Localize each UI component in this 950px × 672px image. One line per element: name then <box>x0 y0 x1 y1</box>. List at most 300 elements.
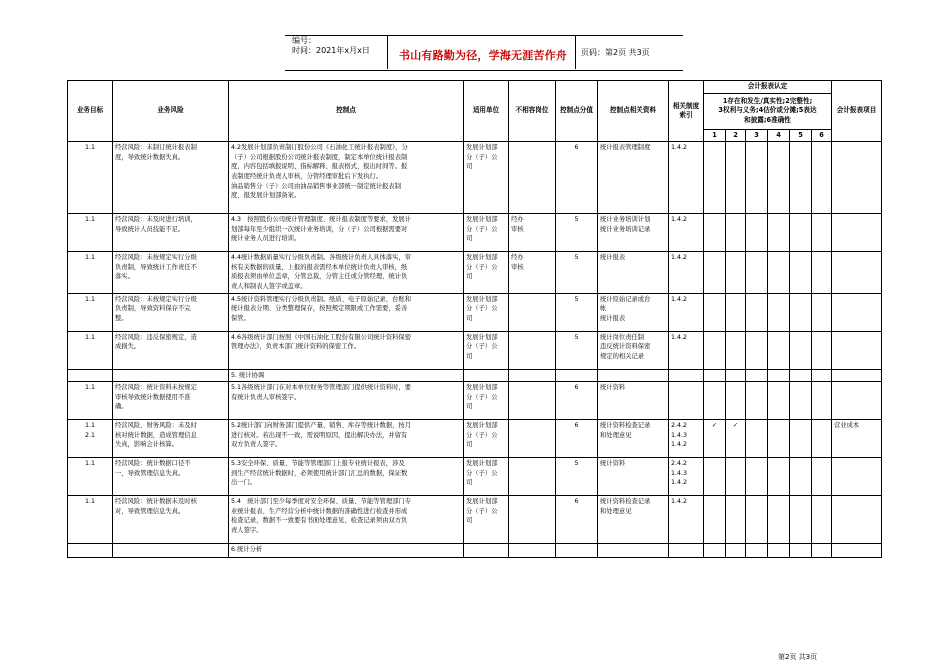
post-cell <box>509 142 556 214</box>
audit-mark-cell <box>790 544 812 558</box>
score-cell: 6 <box>556 382 598 420</box>
header-page-number: 页码：第2页 共3页 <box>581 48 650 57</box>
audit-mark-cell <box>812 420 832 458</box>
risk-cell-line: 经营风险：未及时进行培训， <box>115 216 197 224</box>
header-control: 控制点 <box>229 81 464 142</box>
audit-mark-cell <box>746 331 768 369</box>
audit-mark-cell <box>726 496 746 544</box>
score-cell: 5 <box>556 214 598 252</box>
control-cell-line: 4.3 按照股份公司统计管理制度、统计报表制度等要求，发展计 <box>231 216 412 224</box>
risk-cell-line: 经营风险：统计数据未及时核 <box>115 498 197 506</box>
header-score: 控制点分值 <box>556 81 598 142</box>
risk-cell-line: 审核导致统计数据使用不准 <box>115 393 191 401</box>
audit-mark-cell <box>790 293 812 331</box>
related-cell <box>669 331 704 369</box>
related-cell <box>669 544 704 558</box>
document-code-label: 编号： <box>292 36 316 45</box>
material-cell-line: 违反统计资料保密 <box>600 343 651 351</box>
audit-mark-cell <box>812 142 832 214</box>
audit-mark-cell <box>704 142 726 214</box>
goal-cell-line: 1.1 <box>84 254 95 262</box>
post-cell <box>509 369 556 382</box>
control-cell-line: 油品销售分（子）公司由油品销售事业部统一制定统计报表制 <box>231 182 402 190</box>
control-cell <box>229 214 464 252</box>
score-cell: 6 <box>556 142 598 214</box>
table-row <box>68 458 882 496</box>
risk-cell-line: 负责制，导致统计工作责任不 <box>115 263 197 271</box>
audit-mark-cell <box>812 369 832 382</box>
control-cell-line: 统计业务人员进行培训。 <box>231 235 301 243</box>
unit-cell-line: 发展计划部 <box>466 498 498 506</box>
audit-mark-cell <box>746 214 768 252</box>
related-cell-line: 1.4.2 <box>671 216 688 224</box>
audit-mark-cell <box>768 142 790 214</box>
score-cell: 5 <box>556 252 598 293</box>
report-item-cell <box>832 142 882 214</box>
risk-cell-line: 经营风险：未按规定实行分级 <box>115 295 197 303</box>
material-cell-line: 统计业务培训记录 <box>600 225 651 233</box>
audit-mark-cell <box>790 382 812 420</box>
audit-mark-cell <box>812 458 832 496</box>
risk-cell-line: 核对统计数据，造成管理信息 <box>115 431 197 439</box>
audit-mark-cell <box>746 382 768 420</box>
audit-mark-cell <box>746 252 768 293</box>
risk-cell <box>113 331 229 369</box>
control-cell-line: 业统计报表、生产经营分析中统计数据的准确性进行检查并形成 <box>231 507 408 515</box>
audit-mark-cell <box>768 544 790 558</box>
control-cell-line: 双方负责人签字。 <box>231 441 282 449</box>
section-title: 5. 统计协调 <box>229 369 464 382</box>
header-post: 不相容岗位 <box>509 81 556 142</box>
related-cell-line: 1.4.2 <box>671 144 688 152</box>
document-date: 时间：2021年x月x日 <box>292 46 370 55</box>
audit-mark-cell <box>726 420 746 458</box>
audit-number: 6 <box>812 129 832 142</box>
unit-cell-line: 司 <box>466 352 473 360</box>
control-cell-line: （子）公司根据股份公司统计报表制度，制定本单位统计报表制 <box>231 153 408 161</box>
table-row <box>68 214 882 252</box>
audit-mark-cell <box>790 458 812 496</box>
post-cell-line: 审核 <box>511 263 524 271</box>
post-cell <box>509 214 556 252</box>
risk-cell-line: 经营风险：未按规定实行分级 <box>115 254 197 262</box>
audit-mark-cell <box>704 331 726 369</box>
risk-cell-line: 负责制，导致资料保存不完 <box>115 305 191 313</box>
unit-cell-line: 司 <box>466 479 473 487</box>
audit-mark-cell <box>726 142 746 214</box>
unit-cell-line: 司 <box>466 314 473 322</box>
unit-cell <box>464 369 509 382</box>
risk-cell-line: 落实。 <box>115 273 134 281</box>
unit-cell-line: 司 <box>466 441 473 449</box>
score-cell <box>556 544 598 558</box>
goal-cell <box>68 214 113 252</box>
post-cell <box>509 382 556 420</box>
header-unit: 适用单位 <box>464 81 509 142</box>
audit-mark-cell <box>704 382 726 420</box>
related-cell-line: 1.4.3 <box>671 431 688 439</box>
control-cell <box>229 420 464 458</box>
control-cell-line: 划部每年至少组织一次统计业务培训，分（子）公司根据需要对 <box>231 225 408 233</box>
control-cell-line: 5.2统计部门向财务部门提供产量、销售、库存等统计数据，按月 <box>231 422 412 430</box>
unit-cell-line: 发展计划部 <box>466 333 498 341</box>
audit-mark-cell <box>704 293 726 331</box>
related-cell <box>669 293 704 331</box>
related-cell <box>669 420 704 458</box>
risk-cell-line: 经营风险、财务风险：未及时 <box>115 422 197 430</box>
goal-cell-line: 1.1 <box>84 460 95 468</box>
unit-cell-line: 司 <box>466 517 473 525</box>
table-row <box>68 496 882 544</box>
unit-cell <box>464 420 509 458</box>
audit-mark-cell <box>790 331 812 369</box>
header-divider <box>387 35 388 69</box>
score-cell <box>556 369 598 382</box>
material-cell-line: 统计岗位责任制 <box>600 333 645 341</box>
risk-cell <box>113 214 229 252</box>
related-cell <box>669 382 704 420</box>
risk-cell-line: 一，导致管理信息失真。 <box>115 469 185 477</box>
audit-mark-cell <box>704 458 726 496</box>
control-cell-line: 5.1各级统计部门在对本单位财务等管理部门提供统计资料时，要 <box>231 384 412 392</box>
risk-cell <box>113 369 229 382</box>
audit-mark-cell <box>812 496 832 544</box>
material-cell-line: 统计报表管理制度 <box>600 144 651 152</box>
audit-mark-cell <box>746 293 768 331</box>
risk-cell-line: 经营风险：统计资料未按规定 <box>115 384 197 392</box>
report-item-cell <box>832 293 882 331</box>
post-cell <box>509 252 556 293</box>
score-cell: 6 <box>556 420 598 458</box>
audit-mark-cell <box>768 331 790 369</box>
unit-cell <box>464 496 509 544</box>
control-cell <box>229 252 464 293</box>
material-cell <box>598 142 669 214</box>
goal-cell-line: 1.1 <box>84 333 95 341</box>
audit-mark-cell <box>726 544 746 558</box>
unit-cell <box>464 214 509 252</box>
material-cell <box>598 420 669 458</box>
report-item-cell <box>832 382 882 420</box>
header-divider <box>575 35 576 69</box>
unit-cell-line: 分（子）公 <box>466 263 498 271</box>
control-cell <box>229 331 464 369</box>
related-cell <box>669 369 704 382</box>
unit-cell-line: 发展计划部 <box>466 422 498 430</box>
audit-mark-cell <box>768 458 790 496</box>
related-cell <box>669 496 704 544</box>
control-cell-line: 检查记录，数据不一致要有书面处理意见，检查记录须由双方负 <box>231 517 408 525</box>
report-item-cell <box>832 252 882 293</box>
post-cell <box>509 331 556 369</box>
control-cell-line: 管理办法》，负责本部门统计资料的保密工作。 <box>231 343 361 351</box>
audit-number: 1 <box>704 129 726 142</box>
risk-cell <box>113 420 229 458</box>
control-cell-line: 保管。 <box>231 314 250 322</box>
goal-cell <box>68 496 113 544</box>
report-item-cell <box>832 331 882 369</box>
goal-cell <box>68 382 113 420</box>
control-cell <box>229 496 464 544</box>
audit-mark-cell <box>768 382 790 420</box>
audit-mark-cell <box>768 420 790 458</box>
unit-cell-line: 分（子）公 <box>466 305 498 313</box>
risk-cell-line: 经营风险：违反保密规定，造 <box>115 333 197 341</box>
material-cell <box>598 214 669 252</box>
related-cell <box>669 252 704 293</box>
goal-cell-line: 1.1 <box>84 295 95 303</box>
control-cell-line: 责人签字。 <box>231 526 263 534</box>
material-cell-line: 统计资料 <box>600 384 626 392</box>
footer-page-number: 第2页 共3页 <box>778 653 818 661</box>
header-material: 控制点相关资料 <box>598 81 669 142</box>
audit-mark-cell <box>726 252 746 293</box>
audit-mark-cell <box>726 331 746 369</box>
audit-mark-cell <box>746 420 768 458</box>
audit-number: 3 <box>746 129 768 142</box>
risk-cell <box>113 496 229 544</box>
control-cell-line: 责人和制表人签字或盖章。 <box>231 282 307 290</box>
audit-mark-cell <box>746 544 768 558</box>
risk-cell-line: 整。 <box>115 314 128 322</box>
check-icon: ✓ <box>732 422 739 430</box>
table-row <box>68 420 882 458</box>
unit-cell-line: 分（子）公 <box>466 343 498 351</box>
post-cell-line: 经办 <box>511 254 524 262</box>
post-cell-line: 审核 <box>511 225 524 233</box>
risk-cell <box>113 544 229 558</box>
section-title: 6.统计分析 <box>229 544 464 558</box>
header-related: 相关制度索引 <box>669 81 704 142</box>
control-cell <box>229 382 464 420</box>
risk-cell-line: 对，导致管理信息失真。 <box>115 507 185 515</box>
header-audit-title: 会计报表认定 <box>704 81 832 94</box>
audit-mark-cell <box>790 420 812 458</box>
related-cell-line: 1.4.2 <box>671 479 688 487</box>
audit-mark-cell <box>790 214 812 252</box>
score-cell: 5 <box>556 458 598 496</box>
table-row <box>68 252 882 293</box>
audit-mark-cell <box>746 496 768 544</box>
related-cell-line: 2.4.2 <box>671 460 688 468</box>
unit-cell-line: 发展计划部 <box>466 295 498 303</box>
report-item-cell <box>832 496 882 544</box>
unit-cell-line: 分（子）公 <box>466 393 498 401</box>
material-cell-line: 统计报表 <box>600 314 626 322</box>
audit-mark-cell <box>812 293 832 331</box>
control-cell-line: 进行核对。若出现不一致，需说明原因，提出解决办法，并留有 <box>231 431 408 439</box>
risk-cell-line: 失真，影响会计核算。 <box>115 441 178 449</box>
material-cell <box>598 369 669 382</box>
audit-mark-cell <box>790 252 812 293</box>
control-cell-line: 有统计负责人审核签字。 <box>231 393 301 401</box>
goal-cell <box>68 293 113 331</box>
audit-criteria-line: 3权利与义务;4估价或分摊;5表达 <box>718 106 817 115</box>
audit-mark-cell <box>790 142 812 214</box>
control-cell-line: 5.3安全环保、质量、节能等管理部门上报专业统计报表，涉及 <box>231 460 405 468</box>
control-cell <box>229 293 464 331</box>
material-cell-line: 统计资料检查记录 <box>600 498 651 506</box>
audit-mark-cell <box>768 496 790 544</box>
goal-cell <box>68 369 113 382</box>
unit-cell-line: 发展计划部 <box>466 384 498 392</box>
related-cell-line: 1.4.2 <box>671 295 688 303</box>
risk-cell <box>113 252 229 293</box>
goal-cell <box>68 142 113 214</box>
control-cell-line: 度，报发展计划部备案。 <box>231 192 301 200</box>
material-cell <box>598 293 669 331</box>
related-cell-line: 1.4.2 <box>671 254 688 262</box>
material-cell <box>598 496 669 544</box>
control-cell-line: 5.4 统计部门至少每季度对安全环保、质量、节能等管理部门专 <box>231 498 412 506</box>
audit-mark-cell <box>812 331 832 369</box>
header-motto: 书山有路勤为径，学海无涯苦作舟 <box>399 49 567 62</box>
score-cell: 5 <box>556 331 598 369</box>
header-audit-criteria <box>704 93 832 129</box>
unit-cell-line: 发展计划部 <box>466 144 498 152</box>
section-row <box>68 369 882 382</box>
post-cell <box>509 293 556 331</box>
audit-mark-cell <box>812 214 832 252</box>
audit-number: 2 <box>726 129 746 142</box>
audit-mark-cell <box>746 458 768 496</box>
material-cell-line: 和处理意见 <box>600 431 632 439</box>
audit-mark-cell <box>704 369 726 382</box>
material-cell-line: 统计业务培训计划 <box>600 216 651 224</box>
control-cell-line: 质报表须由单位盖章，分管总裁，分管主任或分管经理、统计负 <box>231 273 408 281</box>
control-cell-line: 统计报表分期、分类整理保存，按照规定期限或工作需要，妥善 <box>231 305 408 313</box>
post-cell <box>509 496 556 544</box>
internal-control-table <box>67 80 882 558</box>
material-cell-line: 统计资料 <box>600 460 626 468</box>
unit-cell-line: 发展计划部 <box>466 460 498 468</box>
audit-mark-cell <box>768 293 790 331</box>
material-cell <box>598 382 669 420</box>
unit-cell <box>464 142 509 214</box>
table-row <box>68 382 882 420</box>
audit-mark-cell <box>726 382 746 420</box>
material-cell-line: 统计报表 <box>600 254 626 262</box>
report-item-cell <box>832 544 882 558</box>
related-cell-line: 1.4.2 <box>671 333 688 341</box>
related-cell-line: 1.4.2 <box>671 498 688 506</box>
related-cell <box>669 142 704 214</box>
audit-mark-cell <box>812 252 832 293</box>
unit-cell-line: 司 <box>466 163 473 171</box>
risk-cell <box>113 293 229 331</box>
unit-cell-line: 司 <box>466 403 473 411</box>
goal-cell-line: 2.1 <box>84 431 95 439</box>
material-cell <box>598 458 669 496</box>
goal-cell-line: 1.1 <box>84 216 95 224</box>
audit-criteria-line: 和披露;6准确性 <box>744 115 791 124</box>
report-item-cell <box>832 458 882 496</box>
control-cell <box>229 142 464 214</box>
unit-cell <box>464 331 509 369</box>
goal-cell-line: 1.1 <box>84 384 95 392</box>
material-cell-line: 规定的相关记录 <box>600 352 645 360</box>
risk-cell-line: 经营风险：未制订统计报表制 <box>115 144 197 152</box>
audit-mark-cell <box>704 544 726 558</box>
unit-cell-line: 分（子）公 <box>466 469 498 477</box>
check-icon: ✓ <box>711 422 718 430</box>
risk-cell-line: 度，导致统计数据失真。 <box>115 153 185 161</box>
audit-mark-cell <box>746 142 768 214</box>
control-cell-line: 4.2发展计划部负责制订股份公司《石油化工统计报表制度》，分 <box>231 144 408 152</box>
risk-cell-line: 经营风险：统计数据口径不 <box>115 460 191 468</box>
material-cell <box>598 544 669 558</box>
audit-mark-cell <box>726 293 746 331</box>
header-report-item: 会计报表项目 <box>832 81 882 142</box>
unit-cell-line: 分（子）公 <box>466 507 498 515</box>
related-cell-line: 1.4.2 <box>671 441 688 449</box>
control-cell-line: 核有关数据的质量，上报的报表需经本单位统计负责人审核，纸 <box>231 263 408 271</box>
audit-mark-cell <box>726 369 746 382</box>
audit-number: 5 <box>790 129 812 142</box>
control-cell-line: 度，内容包括填报说明、指标解释、报表格式、报出时间等。报 <box>231 163 408 171</box>
goal-cell <box>68 331 113 369</box>
audit-mark-cell <box>704 214 726 252</box>
table-row <box>68 142 882 214</box>
material-cell <box>598 252 669 293</box>
goal-cell-line: 1.1 <box>84 144 95 152</box>
header-goal: 业务目标 <box>68 81 113 142</box>
material-cell-line: 和处理意见 <box>600 507 632 515</box>
related-cell-line: 1.4.3 <box>671 469 688 477</box>
goal-cell <box>68 458 113 496</box>
material-cell-line: 统计资料检查记录 <box>600 422 651 430</box>
control-cell <box>229 458 464 496</box>
audit-mark-cell <box>704 496 726 544</box>
material-cell <box>598 331 669 369</box>
goal-cell <box>68 420 113 458</box>
section-row <box>68 544 882 558</box>
audit-mark-cell <box>704 252 726 293</box>
unit-cell-line: 发展计划部 <box>466 216 498 224</box>
report-item-cell <box>832 369 882 382</box>
audit-mark-cell <box>726 214 746 252</box>
report-item-cell: 营业成本 <box>832 420 882 458</box>
control-cell-line: 表制度经统计负责人审核，分管经理审批后下发执行。 <box>231 172 383 180</box>
unit-cell-line: 分（子）公 <box>466 225 498 233</box>
control-cell-line: 4.6各级统计部门按照《中国石油化工股份有限公司统计资料保密 <box>231 333 412 341</box>
goal-cell-line: 1.1 <box>84 498 95 506</box>
table-row <box>68 331 882 369</box>
risk-cell-line: 成损失。 <box>115 343 141 351</box>
post-cell-line: 经办 <box>511 216 524 224</box>
unit-cell-line: 发展计划部 <box>466 254 498 262</box>
unit-cell <box>464 544 509 558</box>
unit-cell-line: 司 <box>466 235 473 243</box>
control-cell-line: 出一门。 <box>231 479 257 487</box>
related-cell-line: 2.4.2 <box>671 422 688 430</box>
audit-mark-cell <box>790 496 812 544</box>
risk-cell <box>113 458 229 496</box>
post-cell <box>509 544 556 558</box>
score-cell: 6 <box>556 496 598 544</box>
unit-cell-line: 司 <box>466 273 473 281</box>
risk-cell <box>113 142 229 214</box>
table-body <box>68 142 882 558</box>
audit-mark-cell <box>768 369 790 382</box>
unit-cell <box>464 458 509 496</box>
goal-cell-line: 1.1 <box>84 422 95 430</box>
audit-mark-cell <box>768 214 790 252</box>
audit-mark-cell <box>812 382 832 420</box>
audit-mark-cell <box>790 369 812 382</box>
unit-cell <box>464 252 509 293</box>
risk-cell-line: 确。 <box>115 403 128 411</box>
